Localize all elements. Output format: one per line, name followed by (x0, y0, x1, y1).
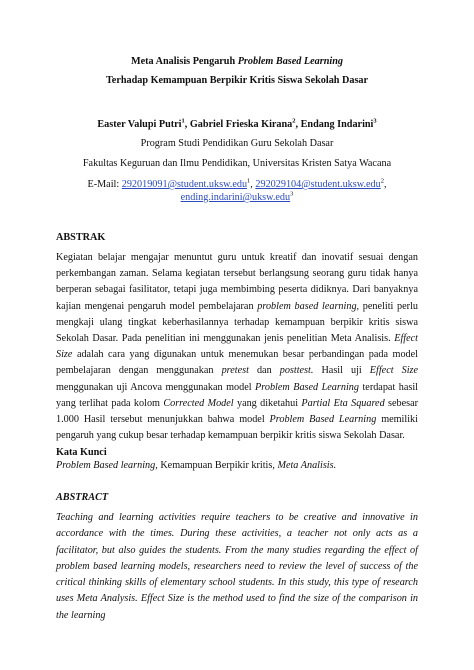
title-italic-text: Problem Based Learning (237, 56, 343, 67)
affiliation-program: Program Studi Pendidikan Guru Sekolah Dasar (140, 138, 334, 149)
abstrak-italic: Corrected Model (163, 397, 234, 409)
abstrak-italic: Problem Based Learning (255, 381, 359, 393)
email-label: E-Mail: (87, 179, 122, 190)
abstrak-italic: problem based learning, (257, 300, 360, 312)
author-separator: , (295, 119, 301, 130)
email-line (0, 179, 474, 191)
keyword-text: Kemampuan Berpikir kritis, (157, 460, 278, 471)
abstrak-text: memiliki pengaruh yang cukup besar terhadap kemampuan berpikir kritis siswa Sekolah Dasar. (56, 414, 418, 442)
author-1: Easter Valupi Putri (97, 119, 182, 130)
abstrak-text: peneliti perlu mengkaji ulang tingkat keberhasilannya terhadap kemampuan berpikir kritis siswa Sekolah Dasar. Pada penelitian ini menggunakan jenis penelitian Meta Analisis. (56, 300, 418, 345)
email-link-1[interactable]: 292019091@student.uksw.edu (121, 179, 248, 190)
abstrak-text: adalah cara yang digunakan untuk menemukan besar perbandingan pada model pembelajaran dengan menggunakan (56, 349, 418, 377)
author-list (0, 119, 474, 131)
abstrak-italic: Problem Based Learning (269, 414, 377, 426)
author-3: Endang Indarini (300, 119, 374, 130)
email-link-2[interactable]: 292029104@student.uksw.edu (255, 179, 381, 190)
keyword-italic: Problem Based learning, (56, 460, 158, 471)
affiliation-faculty: Fakultas Keguruan dan Ilmu Pendidikan, Universitas Kristen Satya Wacana (82, 158, 392, 169)
abstrak-text: terdapat hasil yang terlihat pada kolom (56, 381, 418, 409)
author-2-affiliation: 2 (292, 117, 296, 125)
keyword-italic: Meta Analisis. (277, 460, 337, 471)
abstrak-text: menggunakan uji Ancova menggunakan model (56, 381, 256, 393)
abstrak-italic: Partial Eta Squared (301, 397, 385, 409)
abstrak-text: sebesar 1.000 Hasil tersebut menunjukkan bahwa model (56, 397, 419, 426)
paper-title-line1 (0, 56, 474, 68)
abstrak-text: Kegiatan belajar mengajar menuntut guru untuk kreatif dan inovatif sesuai dengan perkembangan zaman. Selama kegiatan tersebut berlangsung seorang guru tidak hanya berperan sebagai fasilitator, tetapi juga membimbing peserta didiknya. Dari banyaknya kajian mengenai pengaruh model pembelajaran (56, 252, 418, 312)
abstrak-italic: Effect Size (369, 365, 419, 377)
abstrak-italic: Effect Size (56, 333, 418, 361)
email-1-index: 1 (247, 177, 251, 185)
abstrak-heading: ABSTRAK (56, 232, 106, 243)
abstrak-text: yang diketahui (233, 397, 302, 409)
email-link-3[interactable]: ending.indarini@uksw.edu (180, 192, 291, 203)
abstrak-text: Hasil uji (313, 365, 370, 377)
author-separator: , (184, 119, 190, 130)
email-2-index: 2 (380, 177, 384, 185)
abstrak-body (56, 250, 418, 444)
abstrak-text: dan (248, 365, 280, 377)
abstrak-italic: posttest. (279, 365, 314, 377)
keywords-heading: Kata Kunci (56, 447, 107, 458)
abstrak-italic: pretest (221, 365, 249, 377)
title-text: Meta Analisis Pengaruh (131, 56, 238, 67)
paper-title-line2: Terhadap Kemampuan Berpikir Kritis Siswa Sekolah Dasar (105, 75, 369, 86)
abstract-heading: ABSTRACT (56, 492, 109, 503)
email-separator: , (250, 179, 256, 190)
author-2: Gabriel Frieska Kirana (189, 119, 293, 130)
email-line-2 (0, 192, 474, 204)
abstract-body: Teaching and learning activities require teachers to be creative and innovative in accordance with the times. During these activities, a teacher not only acts as a facilitator, but also guides the students. From the many studies regarding the effect of problem based learning models, researchers need to review the level of success of the critical thinking skills of elementary school students. In this study, this type of research uses Meta Analysis. Effect Size is the method used to find the size of the comparison in the learning (56, 512, 418, 621)
author-3-affiliation: 3 (373, 117, 377, 125)
email-3-index: 3 (290, 190, 294, 198)
keywords-body (56, 460, 436, 472)
author-1-affiliation: 1 (181, 117, 185, 125)
email-separator: , (383, 179, 387, 190)
